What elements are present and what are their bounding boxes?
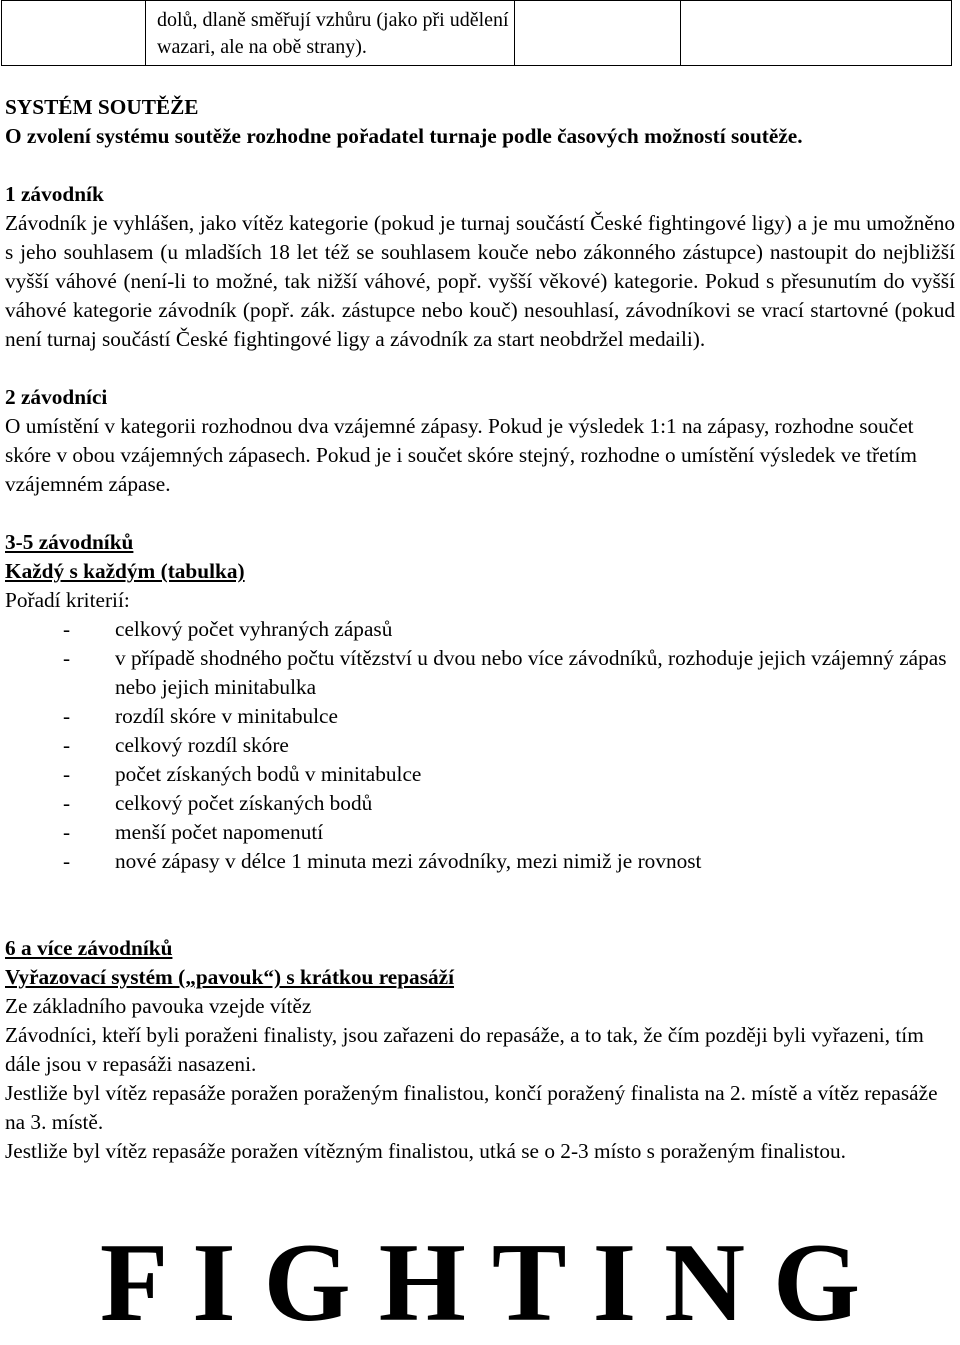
criteria-label: Pořadí kriterií: [5, 588, 130, 612]
six-plus-heading: 6 a více závodníků [5, 936, 173, 960]
list-item: - celkový počet vyhraných zápasů [63, 617, 393, 641]
three-five-subheading: Každý s každým (tabulka) [5, 559, 245, 583]
list-item: - nové zápasy v délce 1 minuta mezi závodníky, mezi nimiž je rovnost [63, 849, 702, 873]
list-item: - rozdíl skóre v minitabulce [63, 704, 338, 728]
table-cell-empty [515, 1, 681, 66]
two-competitors-heading: 2 závodníci [5, 385, 108, 409]
list-item: - počet získaných bodů v minitabulce [63, 762, 422, 786]
section-title: SYSTÉM SOUTĚŽE [5, 95, 199, 119]
rules-table-fragment [1, 0, 952, 66]
three-five-heading: 3-5 závodníků [5, 530, 134, 554]
table-cell-empty [2, 1, 146, 66]
table-row [2, 1, 952, 66]
table-cell-text: dolů, dlaně směřují vzhůru (jako při udělení wazari, ale na obě strany). [146, 1, 515, 66]
section-intro: O zvolení systému soutěže rozhodne pořadatel turnaje podle časových možností soutěže. [5, 124, 803, 148]
six-plus-line: Závodníci, kteří byli poraženi finalisty, jsou zařazeni do repasáže, a to tak, že čím později byli vyřazeni, tím dále jsou v repasáži nasazeni. [5, 1023, 924, 1076]
list-item: - v případě shodného počtu vítězství u dvou nebo více závodníků, rozhoduje jejich vzájemný zápas nebo jejich minitabulka [63, 646, 947, 699]
six-plus-line: Ze základního pavouka vzejde vítěz [5, 994, 312, 1018]
six-plus-line: Jestliže byl vítěz repasáže poražen poraženým finalistou, končí poražený finalista na 2. místě a vítěz repasáže na 3. místě. [5, 1081, 938, 1134]
list-item: - menší počet napomenutí [63, 820, 324, 844]
table-cell-empty [681, 1, 952, 66]
criteria-list [5, 615, 955, 876]
document-body [5, 93, 955, 1166]
six-plus-subheading: Vyřazovací systém („pavouk“) s krátkou repasáží [5, 965, 455, 989]
footer-fighting-wordmark: F I G H T I N G [99, 1221, 861, 1345]
six-plus-line: Jestliže byl vítěz repasáže poražen vítězným finalistou, utká se o 2-3 místo s poraženým finalistou. [5, 1139, 846, 1163]
list-item: - celkový počet získaných bodů [63, 791, 373, 815]
one-competitor-heading: 1 závodník [5, 182, 104, 206]
one-competitor-text: Závodník je vyhlášen, jako vítěz kategorie (pokud je turnaj součástí České fightingové ligy) a je mu umožněno s jeho souhlasem (u mladších 18 let též se souhlasem kouče nebo zákonného zástupce) nastoupit do nejbližší vyšší váhové (není-li to možné, tak nižší váhové, popř. vyšší věkové) kategorie. Pokud s přesunutím do vyšší váhové kategorie závodník (popř. zák. zástupce nebo kouč) nesouhlasí, závodníkovi se vrací startovné (pokud není turnaj součástí České fightingové ligy a závodník za start neobdržel medaili). [5, 211, 955, 351]
list-item: - celkový rozdíl skóre [63, 733, 289, 757]
two-competitors-text: O umístění v kategorii rozhodnou dva vzájemné zápasy. Pokud je výsledek 1:1 na zápasy, rozhodne součet skóre v obou vzájemných zápasech. Pokud je i součet skóre stejný, rozhodne o umístění výsledek ve třetím vzájemném zápase. [5, 414, 917, 496]
